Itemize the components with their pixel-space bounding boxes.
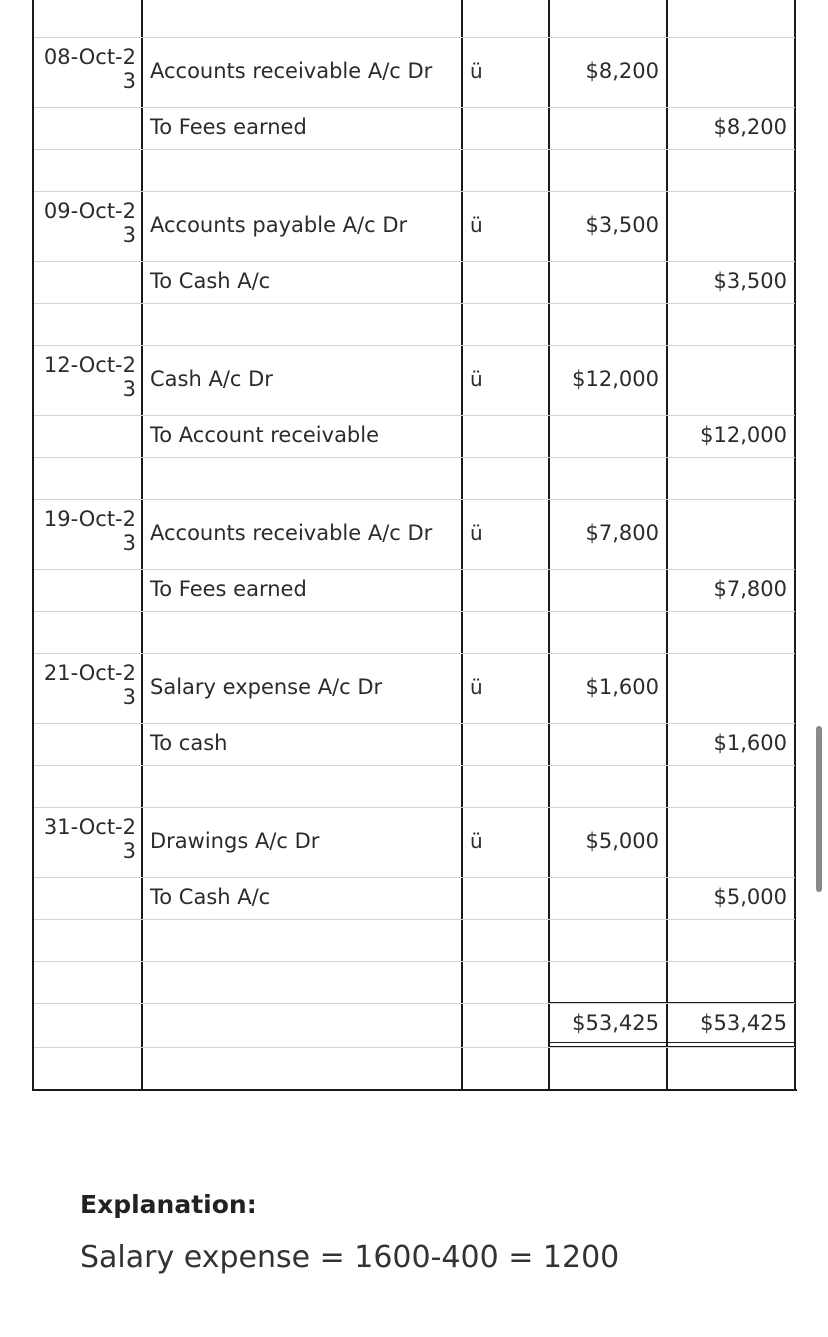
debit-amount: $7,800 [585, 521, 659, 545]
credit-amount: $7,800 [713, 577, 787, 601]
check-mark: ü [470, 829, 483, 853]
column-divider [461, 0, 463, 1091]
entry-date: 09-Oct-23 [43, 199, 136, 247]
credit-account: To Cash A/c [150, 885, 271, 909]
debit-account: Salary expense A/c Dr [150, 675, 383, 699]
row-divider [34, 415, 795, 416]
row-divider [34, 919, 795, 920]
row-divider [34, 499, 795, 500]
credit-amount: $8,200 [713, 115, 787, 139]
credit-account: To Cash A/c [150, 269, 271, 293]
row-divider [34, 807, 795, 808]
credit-amount: $1,600 [713, 731, 787, 755]
row-divider [34, 653, 795, 654]
total-credit: $53,425 [700, 1011, 787, 1035]
row-divider [34, 149, 795, 150]
credit-account: To Fees earned [150, 577, 307, 601]
row-divider [34, 569, 795, 570]
row-divider [34, 961, 795, 962]
row-divider [34, 107, 795, 108]
entry-date: 08-Oct-23 [43, 45, 136, 93]
column-divider [141, 0, 143, 1091]
check-mark: ü [470, 213, 483, 237]
credit-account: To Account receivable [150, 423, 380, 447]
total-double-rule [549, 1042, 795, 1043]
table-bottom-border [32, 1089, 797, 1091]
debit-amount: $8,200 [585, 59, 659, 83]
credit-amount: $12,000 [700, 423, 787, 447]
entry-date: 12-Oct-23 [43, 353, 136, 401]
debit-account: Drawings A/c Dr [150, 829, 320, 853]
debit-account: Accounts receivable A/c Dr [150, 59, 433, 83]
entry-date: 19-Oct-23 [43, 507, 136, 555]
row-divider [34, 191, 795, 192]
debit-account: Accounts payable A/c Dr [150, 213, 408, 237]
row-divider [34, 723, 795, 724]
row-divider [34, 303, 795, 304]
column-divider [666, 0, 668, 1091]
row-divider [34, 345, 795, 346]
row-divider [34, 261, 795, 262]
entry-date: 31-Oct-23 [43, 815, 136, 863]
row-divider [34, 1003, 795, 1004]
credit-account: To Fees earned [150, 115, 307, 139]
total-top-rule [549, 1002, 795, 1003]
row-divider [34, 37, 795, 38]
total-double-rule [549, 1046, 795, 1047]
check-mark: ü [470, 367, 483, 391]
explanation-title: Explanation: [80, 1190, 257, 1219]
debit-amount: $5,000 [585, 829, 659, 853]
check-mark: ü [470, 59, 483, 83]
column-divider [794, 0, 796, 1091]
row-divider [34, 457, 795, 458]
debit-account: Cash A/c Dr [150, 367, 273, 391]
check-mark: ü [470, 675, 483, 699]
explanation-text: Salary expense = 1600-400 = 1200 [80, 1240, 620, 1275]
debit-account: Accounts receivable A/c Dr [150, 521, 433, 545]
credit-account: To cash [150, 731, 228, 755]
scrollbar[interactable] [816, 726, 822, 892]
row-divider [34, 877, 795, 878]
row-divider [34, 1047, 795, 1048]
row-divider [34, 765, 795, 766]
entry-date: 21-Oct-23 [43, 661, 136, 709]
check-mark: ü [470, 521, 483, 545]
credit-amount: $3,500 [713, 269, 787, 293]
total-debit: $53,425 [572, 1011, 659, 1035]
debit-amount: $12,000 [572, 367, 659, 391]
row-divider [34, 611, 795, 612]
debit-amount: $1,600 [585, 675, 659, 699]
debit-amount: $3,500 [585, 213, 659, 237]
credit-amount: $5,000 [713, 885, 787, 909]
